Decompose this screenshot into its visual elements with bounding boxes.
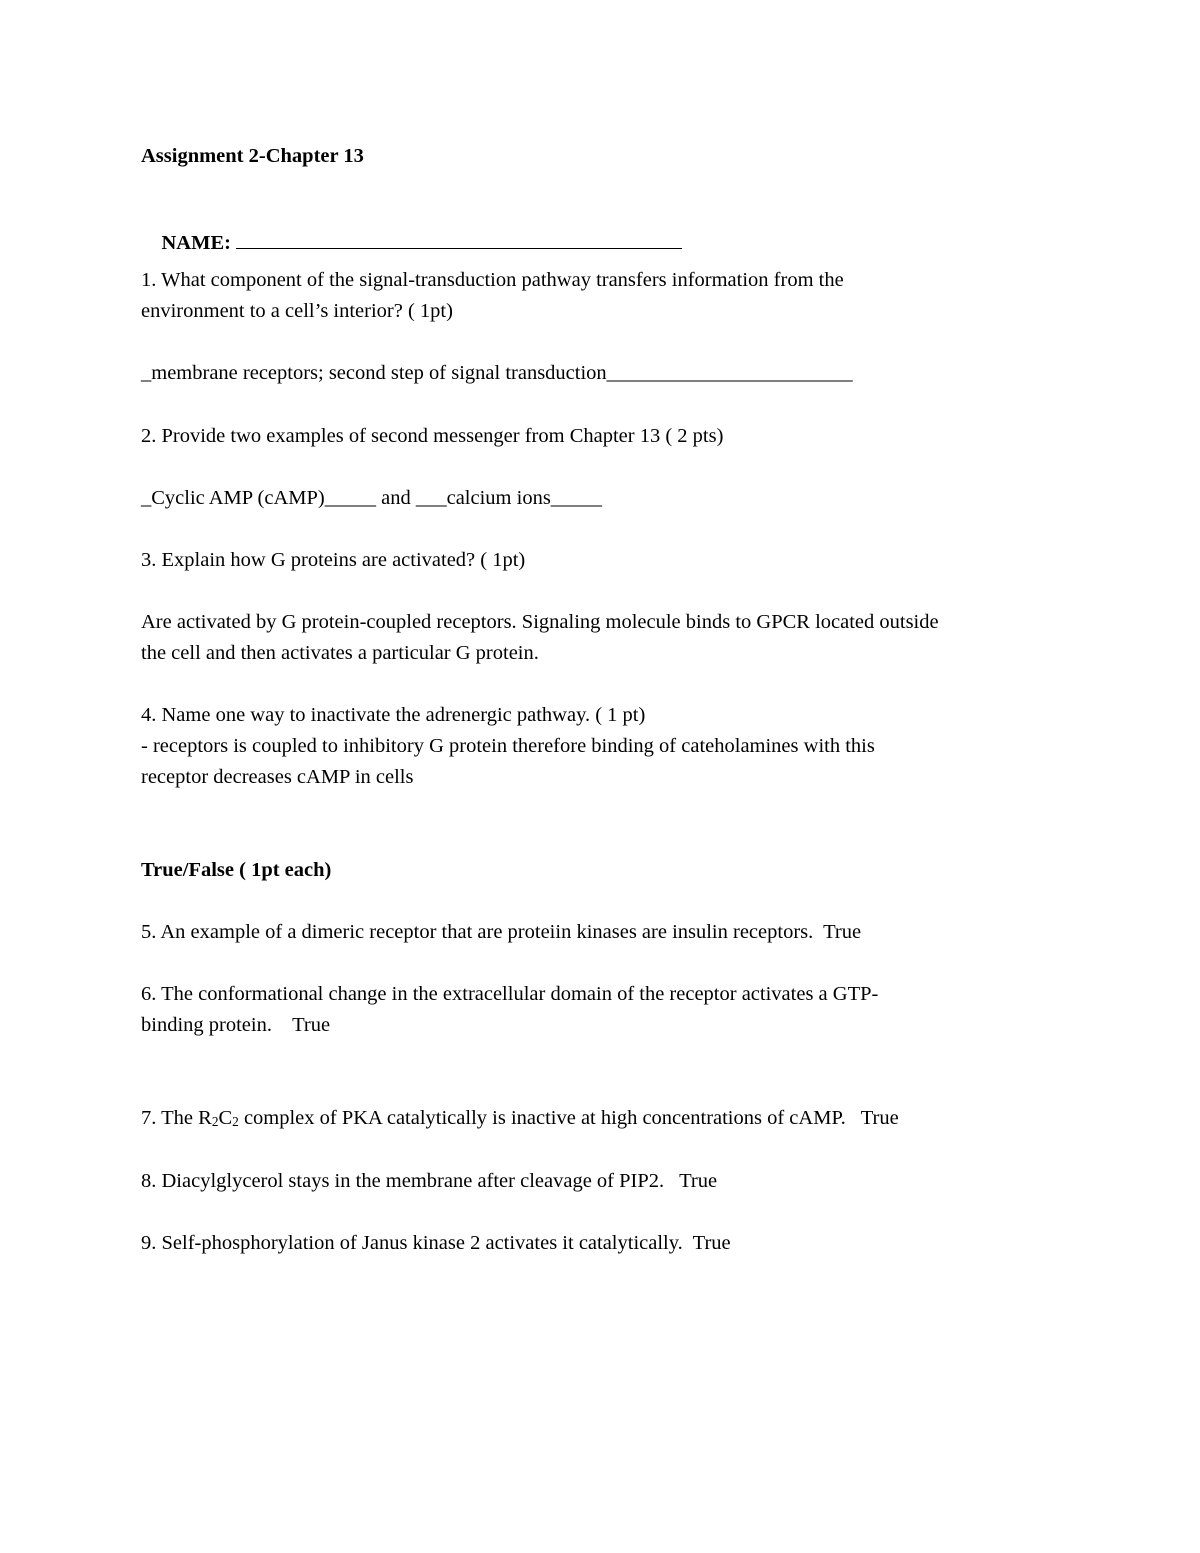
tf-question-7 — [141, 1106, 899, 1130]
tf-question-5: 5. An example of a dimeric receptor that are proteiin kinases are insulin receptors. True — [141, 921, 862, 943]
tf-question-9: 9. Self-phosphorylation of Janus kinase 2 activates it catalytically. True — [141, 1232, 731, 1254]
question-3-line-1: 3. Explain how G proteins are activated? ( 1pt) — [141, 549, 526, 571]
true-false-heading: True/False ( 1pt each) — [141, 859, 332, 881]
answer-suffix: ________________________ — [606, 362, 853, 384]
question-1-answer — [141, 361, 853, 385]
tf-question-6-line-1: 6. The conformational change in the extracellular domain of the receptor activates a GTP- — [141, 983, 879, 1005]
name-label: NAME: — [161, 232, 231, 254]
name-blank-field[interactable] — [236, 230, 682, 249]
question-4-answer-line-2: receptor decreases cAMP in cells — [141, 766, 414, 788]
tf-7-sub-1: 2 — [211, 1113, 219, 1129]
question-2-answer — [141, 486, 602, 510]
tf-question-8: 8. Diacylglycerol stays in the membrane after cleavage of PIP2. True — [141, 1170, 718, 1192]
answer-b-suffix: _____ — [550, 487, 603, 509]
tf-7-mid: C — [218, 1107, 233, 1129]
answer-b-prefix: ___ — [415, 487, 447, 509]
question-1-line-2: environment to a cell’s interior? ( 1pt) — [141, 300, 453, 322]
answer-text: membrane receptors; second step of signal transduction — [151, 362, 607, 384]
question-4-line-1: 4. Name one way to inactivate the adrenergic pathway. ( 1 pt) — [141, 704, 646, 726]
tf-7-sub-2: 2 — [232, 1113, 239, 1129]
question-3-answer-line-1: Are activated by G protein-coupled receptors. Signaling molecule binds to GPCR located outside — [141, 611, 939, 633]
question-1-line-1: 1. What component of the signal-transduction pathway transfers information from the — [141, 269, 844, 291]
answer-a-prefix: _ — [141, 487, 152, 509]
tf-7-pre: 7. The R — [141, 1107, 212, 1129]
answer-a-text: Cyclic AMP (cAMP) — [151, 487, 325, 509]
answer-prefix: _ — [141, 362, 152, 384]
answer-connector: and — [376, 487, 416, 509]
question-4-answer-line-1: - receptors is coupled to inhibitory G protein therefore binding of cateholamines with this — [141, 735, 875, 757]
answer-a-suffix: _____ — [324, 487, 376, 509]
answer-b-text: calcium ions — [446, 487, 551, 509]
question-3-answer-line-2: the cell and then activates a particular G protein. — [141, 642, 539, 664]
assignment-title: Assignment 2-Chapter 13 — [141, 145, 364, 167]
tf-7-post: complex of PKA catalytically is inactive at high concentrations of cAMP. True — [238, 1107, 899, 1129]
tf-question-6-line-2: binding protein. True — [141, 1014, 331, 1036]
question-2-line-1: 2. Provide two examples of second messenger from Chapter 13 ( 2 pts) — [141, 425, 724, 447]
